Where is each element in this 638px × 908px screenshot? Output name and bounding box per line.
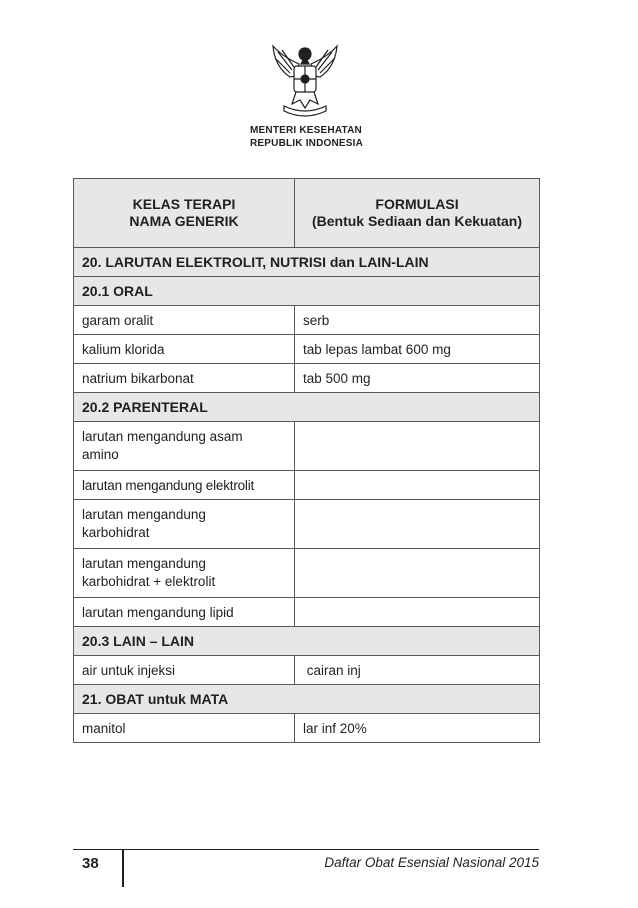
book-title: Daftar Obat Esensial Nasional 2015	[324, 855, 539, 870]
garuda-emblem-icon	[270, 42, 340, 120]
section-heading: 20. LARUTAN ELEKTROLIT, NUTRISI dan LAIN-LAIN	[74, 248, 540, 277]
footer-divider	[73, 849, 539, 850]
formulation-cell: cairan inj	[295, 656, 540, 685]
column-header-therapy-class: KELAS TERAPI NAMA GENERIK	[74, 179, 295, 248]
generic-name-cell: air untuk injeksi	[74, 656, 295, 685]
generic-name-cell: larutan mengandung elektrolit	[74, 471, 295, 500]
generic-name-cell: larutan mengandung lipid	[74, 598, 295, 627]
column-header-formulation: FORMULASI (Bentuk Sediaan dan Kekuatan)	[295, 179, 540, 248]
table-row	[74, 422, 540, 471]
formulation-cell	[295, 549, 540, 598]
formulation-cell: serb	[295, 306, 540, 335]
formulation-cell	[295, 598, 540, 627]
section-heading: 20.2 PARENTERAL	[74, 393, 540, 422]
section-heading: 20.1 ORAL	[74, 277, 540, 306]
section-heading: 20.3 LAIN – LAIN	[74, 627, 540, 656]
table-header-row	[74, 179, 540, 248]
section-row	[74, 393, 540, 422]
table-row	[74, 656, 540, 685]
section-row	[74, 248, 540, 277]
section-row	[74, 685, 540, 714]
formulation-cell	[295, 471, 540, 500]
formulation-cell	[295, 422, 540, 471]
table-row	[74, 500, 540, 549]
generic-name-cell: larutan mengandung karbohidrat + elektrolit	[74, 549, 295, 598]
table-row	[74, 471, 540, 500]
table-row	[74, 598, 540, 627]
table-row	[74, 335, 540, 364]
medicine-table	[73, 178, 540, 743]
formulation-cell: lar inf 20%	[295, 714, 540, 743]
footer-page-separator	[122, 849, 124, 887]
ministry-title-line1: MENTERI KESEHATAN	[250, 125, 362, 136]
table-row	[74, 714, 540, 743]
table-row	[74, 306, 540, 335]
generic-name-cell: kalium klorida	[74, 335, 295, 364]
ministry-title-line2: REPUBLIK INDONESIA	[250, 138, 364, 149]
section-row	[74, 627, 540, 656]
formulation-cell: tab lepas lambat 600 mg	[295, 335, 540, 364]
section-heading: 21. OBAT untuk MATA	[74, 685, 540, 714]
formulation-cell: tab 500 mg	[295, 364, 540, 393]
page-number: 38	[82, 855, 99, 872]
generic-name-cell: larutan mengandung karbohidrat	[74, 500, 295, 549]
formulation-cell	[295, 500, 540, 549]
section-row	[74, 277, 540, 306]
table-row	[74, 364, 540, 393]
table-row	[74, 549, 540, 598]
generic-name-cell: garam oralit	[74, 306, 295, 335]
generic-name-cell: manitol	[74, 714, 295, 743]
generic-name-cell: natrium bikarbonat	[74, 364, 295, 393]
generic-name-cell: larutan mengandung asam amino	[74, 422, 295, 471]
